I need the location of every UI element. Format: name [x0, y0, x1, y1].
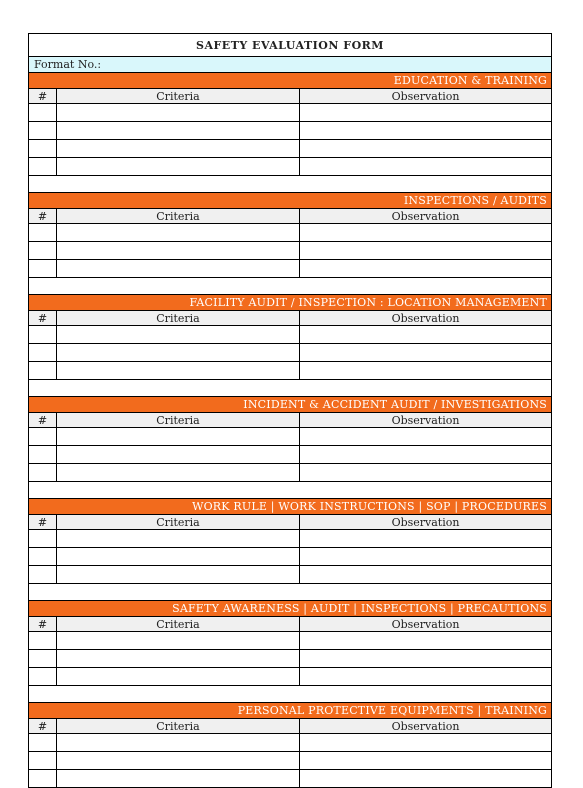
table-row — [29, 632, 552, 650]
row-number-cell[interactable] — [29, 224, 57, 242]
section-spacer — [29, 176, 552, 193]
table-row — [29, 362, 552, 380]
observation-cell[interactable] — [300, 566, 552, 584]
table-row — [29, 122, 552, 140]
observation-cell[interactable] — [300, 770, 552, 788]
column-header-criteria: Criteria — [57, 617, 300, 632]
row-number-cell[interactable] — [29, 668, 57, 686]
row-number-cell[interactable] — [29, 566, 57, 584]
section-header-row — [29, 601, 552, 617]
observation-cell[interactable] — [300, 650, 552, 668]
criteria-cell[interactable] — [57, 650, 300, 668]
criteria-cell[interactable] — [57, 734, 300, 752]
table-row — [29, 242, 552, 260]
section-header-row — [29, 193, 552, 209]
criteria-cell[interactable] — [57, 770, 300, 788]
criteria-cell[interactable] — [57, 530, 300, 548]
column-header-row — [29, 719, 552, 734]
criteria-cell[interactable] — [57, 632, 300, 650]
safety-evaluation-form — [28, 33, 552, 788]
section-title: EDUCATION & TRAINING — [29, 73, 552, 89]
criteria-cell[interactable] — [57, 446, 300, 464]
observation-cell[interactable] — [300, 464, 552, 482]
row-number-cell[interactable] — [29, 752, 57, 770]
row-number-cell[interactable] — [29, 158, 57, 176]
column-header-number: # — [29, 89, 57, 104]
row-number-cell[interactable] — [29, 464, 57, 482]
criteria-cell[interactable] — [57, 104, 300, 122]
section-header-row — [29, 295, 552, 311]
column-header-criteria: Criteria — [57, 515, 300, 530]
column-header-row — [29, 209, 552, 224]
row-number-cell[interactable] — [29, 242, 57, 260]
row-number-cell[interactable] — [29, 260, 57, 278]
observation-cell[interactable] — [300, 668, 552, 686]
row-number-cell[interactable] — [29, 362, 57, 380]
format-number-label: Format No.: — [34, 58, 102, 71]
column-header-number: # — [29, 209, 57, 224]
column-header-number: # — [29, 617, 57, 632]
section-title: INSPECTIONS / AUDITS — [29, 193, 552, 209]
column-header-criteria: Criteria — [57, 311, 300, 326]
column-header-row — [29, 89, 552, 104]
spacer-cell — [29, 686, 552, 703]
table-row — [29, 530, 552, 548]
format-number-field[interactable] — [29, 57, 552, 73]
spacer-cell — [29, 278, 552, 295]
criteria-cell[interactable] — [57, 224, 300, 242]
column-header-criteria: Criteria — [57, 719, 300, 734]
criteria-cell[interactable] — [57, 122, 300, 140]
criteria-cell[interactable] — [57, 344, 300, 362]
section-spacer — [29, 686, 552, 703]
column-header-observation: Observation — [300, 209, 552, 224]
criteria-cell[interactable] — [57, 464, 300, 482]
observation-cell[interactable] — [300, 224, 552, 242]
row-number-cell[interactable] — [29, 326, 57, 344]
column-header-criteria: Criteria — [57, 413, 300, 428]
row-number-cell[interactable] — [29, 734, 57, 752]
spacer-cell — [29, 482, 552, 499]
observation-cell[interactable] — [300, 326, 552, 344]
column-header-observation: Observation — [300, 89, 552, 104]
criteria-cell[interactable] — [57, 158, 300, 176]
column-header-criteria: Criteria — [57, 209, 300, 224]
observation-cell[interactable] — [300, 530, 552, 548]
table-row — [29, 464, 552, 482]
table-row — [29, 446, 552, 464]
criteria-cell[interactable] — [57, 242, 300, 260]
table-row — [29, 104, 552, 122]
observation-cell[interactable] — [300, 362, 552, 380]
section-header-row — [29, 73, 552, 89]
section-title: WORK RULE | WORK INSTRUCTIONS | SOP | PROCEDURES — [29, 499, 552, 515]
column-header-row — [29, 617, 552, 632]
section-spacer — [29, 584, 552, 601]
section-spacer — [29, 278, 552, 295]
spacer-cell — [29, 584, 552, 601]
criteria-cell[interactable] — [57, 668, 300, 686]
column-header-observation: Observation — [300, 617, 552, 632]
column-header-observation: Observation — [300, 719, 552, 734]
row-number-cell[interactable] — [29, 548, 57, 566]
observation-cell[interactable] — [300, 242, 552, 260]
observation-cell[interactable] — [300, 734, 552, 752]
criteria-cell[interactable] — [57, 428, 300, 446]
section-header-row — [29, 397, 552, 413]
table-row — [29, 260, 552, 278]
table-row — [29, 428, 552, 446]
section-header-row — [29, 703, 552, 719]
row-number-cell[interactable] — [29, 632, 57, 650]
table-row — [29, 344, 552, 362]
criteria-cell[interactable] — [57, 548, 300, 566]
column-header-observation: Observation — [300, 311, 552, 326]
observation-cell[interactable] — [300, 752, 552, 770]
table-row — [29, 668, 552, 686]
observation-cell[interactable] — [300, 158, 552, 176]
table-row — [29, 224, 552, 242]
row-number-cell[interactable] — [29, 650, 57, 668]
criteria-cell[interactable] — [57, 566, 300, 584]
column-header-row — [29, 413, 552, 428]
observation-cell[interactable] — [300, 548, 552, 566]
section-title: PERSONAL PROTECTIVE EQUIPMENTS | TRAINING — [29, 703, 552, 719]
row-number-cell[interactable] — [29, 446, 57, 464]
column-header-row — [29, 515, 552, 530]
spacer-cell — [29, 380, 552, 397]
criteria-cell[interactable] — [57, 326, 300, 344]
observation-cell[interactable] — [300, 260, 552, 278]
observation-cell[interactable] — [300, 428, 552, 446]
column-header-row — [29, 311, 552, 326]
observation-cell[interactable] — [300, 122, 552, 140]
observation-cell[interactable] — [300, 140, 552, 158]
observation-cell[interactable] — [300, 446, 552, 464]
observation-cell[interactable] — [300, 344, 552, 362]
row-number-cell[interactable] — [29, 428, 57, 446]
column-header-number: # — [29, 413, 57, 428]
table-row — [29, 548, 552, 566]
table-row — [29, 566, 552, 584]
column-header-number: # — [29, 311, 57, 326]
spacer-cell — [29, 176, 552, 193]
criteria-cell[interactable] — [57, 140, 300, 158]
column-header-criteria: Criteria — [57, 89, 300, 104]
column-header-number: # — [29, 515, 57, 530]
row-number-cell[interactable] — [29, 140, 57, 158]
table-row — [29, 140, 552, 158]
table-row — [29, 770, 552, 788]
column-header-observation: Observation — [300, 515, 552, 530]
criteria-cell[interactable] — [57, 260, 300, 278]
section-header-row — [29, 499, 552, 515]
section-title: FACILITY AUDIT / INSPECTION : LOCATION MANAGEMENT — [29, 295, 552, 311]
row-number-cell[interactable] — [29, 104, 57, 122]
criteria-cell[interactable] — [57, 362, 300, 380]
column-header-number: # — [29, 719, 57, 734]
section-spacer — [29, 482, 552, 499]
section-title: INCIDENT & ACCIDENT AUDIT / INVESTIGATIONS — [29, 397, 552, 413]
table-row — [29, 752, 552, 770]
table-row — [29, 326, 552, 344]
table-row — [29, 650, 552, 668]
row-number-cell[interactable] — [29, 122, 57, 140]
section-title: SAFETY AWARENESS | AUDIT | INSPECTIONS | PRECAUTIONS — [29, 601, 552, 617]
section-spacer — [29, 380, 552, 397]
row-number-cell[interactable] — [29, 344, 57, 362]
criteria-cell[interactable] — [57, 752, 300, 770]
table-row — [29, 158, 552, 176]
column-header-observation: Observation — [300, 413, 552, 428]
form-title: SAFETY EVALUATION FORM — [29, 34, 552, 57]
observation-cell[interactable] — [300, 632, 552, 650]
row-number-cell[interactable] — [29, 530, 57, 548]
row-number-cell[interactable] — [29, 770, 57, 788]
observation-cell[interactable] — [300, 104, 552, 122]
table-row — [29, 734, 552, 752]
